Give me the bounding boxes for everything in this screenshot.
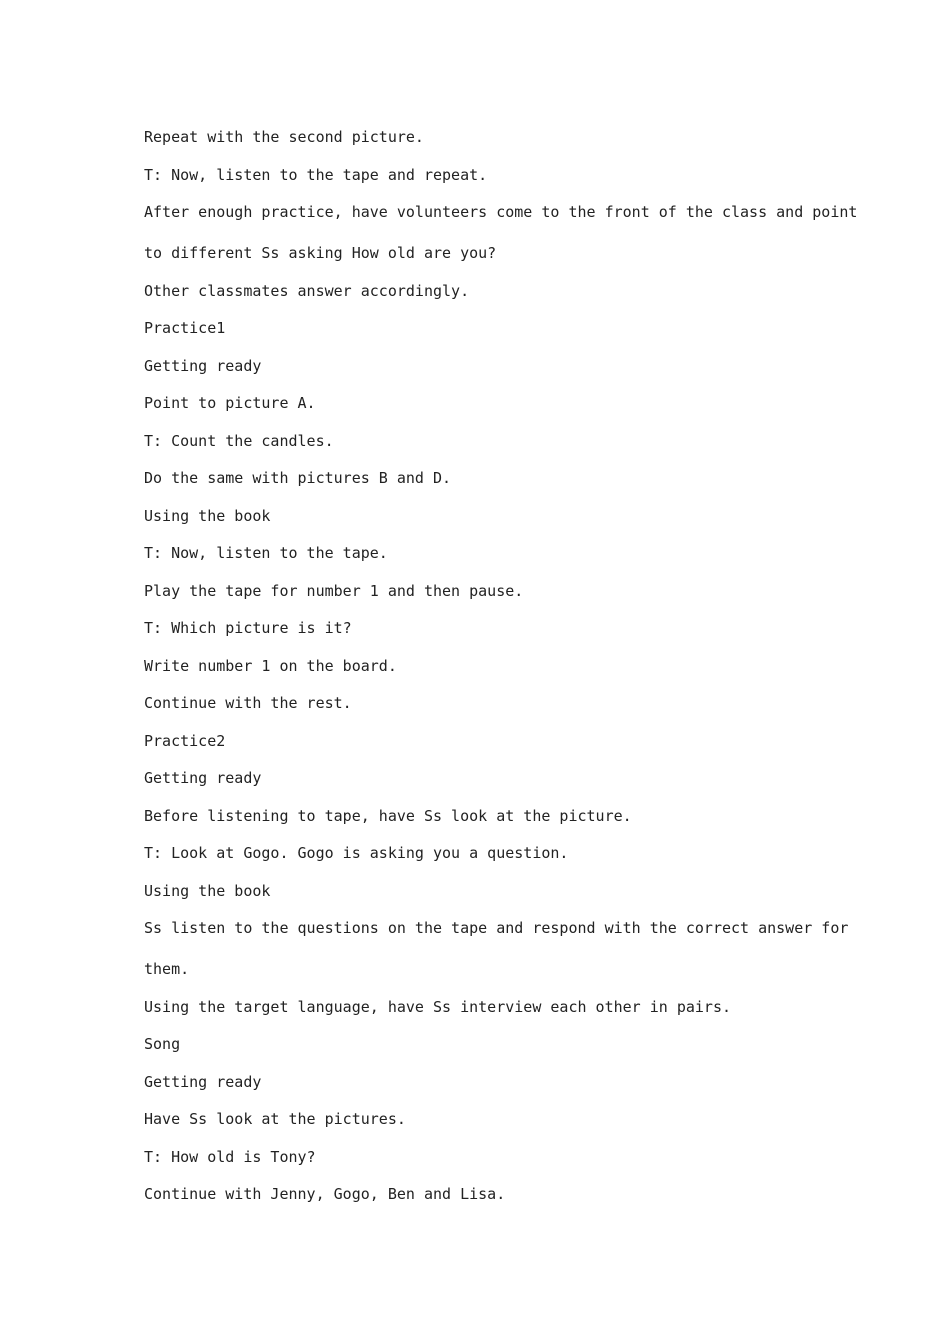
section-heading: Practice2 <box>144 731 226 750</box>
section-heading: Song <box>144 1035 181 1053</box>
text-line: Continue with Jenny, Gogo, Ben and Lisa. <box>144 1185 506 1203</box>
subsection-heading: Using the book <box>144 881 271 900</box>
text-line: Other classmates answer accordingly. <box>144 281 470 300</box>
text-line: them. <box>144 960 190 978</box>
text-line: After enough practice, have volunteers come to the front of the class and point <box>144 203 858 221</box>
subsection-heading: Getting ready <box>144 356 262 375</box>
subsection-heading: Getting ready <box>144 1072 262 1091</box>
text-line: Using the target language, have Ss interview each other in pairs. <box>144 997 731 1016</box>
section-heading: Practice1 <box>144 319 226 337</box>
text-line: Do the same with pictures B and D. <box>144 469 452 487</box>
subsection-heading: Using the book <box>144 506 271 525</box>
text-line: T: Look at Gogo. Gogo is asking you a question. <box>144 844 569 862</box>
text-line: Play the tape for number 1 and then pause. <box>144 581 524 600</box>
text-line: Ss listen to the questions on the tape and respond with the correct answer for <box>144 919 849 937</box>
text-line: Continue with the rest. <box>144 694 352 712</box>
text-line: T: How old is Tony? <box>144 1147 316 1166</box>
text-line: Write number 1 on the board. <box>144 656 397 675</box>
subsection-heading: Getting ready <box>144 769 262 787</box>
document-body <box>144 126 858 1221</box>
text-line: T: Count the candles. <box>144 431 334 450</box>
text-line: Have Ss look at the pictures. <box>144 1110 406 1128</box>
text-line: T: Which picture is it? <box>144 619 352 637</box>
text-line: to different Ss asking How old are you? <box>144 244 497 262</box>
text-line: Before listening to tape, have Ss look at the picture. <box>144 806 632 825</box>
text-line: Point to picture A. <box>144 394 316 412</box>
text-line: Repeat with the second picture. <box>144 128 424 146</box>
text-line: T: Now, listen to the tape and repeat. <box>144 165 488 184</box>
text-line: T: Now, listen to the tape. <box>144 544 388 562</box>
